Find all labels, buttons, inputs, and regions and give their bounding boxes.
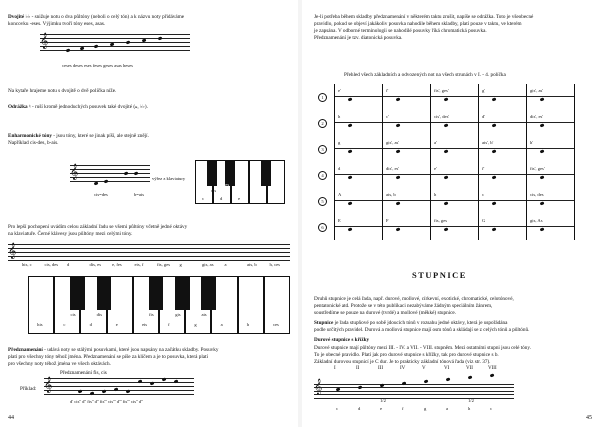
scale-note <box>424 379 428 383</box>
scale-note <box>358 385 362 389</box>
double-flat-paragraph-1: Dvojité ♭♭ - snižuje notu o dva půltóny (neboli o celý tón) a k názvu noty přidáváme <box>8 14 185 20</box>
fret-note <box>396 123 400 127</box>
fret-divider <box>526 84 527 240</box>
string-line <box>334 174 574 175</box>
staff-line <box>314 398 514 399</box>
right-paragraph-3: je zapsána. V odborné terminologii se nahodilé posuvky říká chromatická posuvka. <box>314 28 487 34</box>
scale-note-label: g <box>424 406 427 411</box>
fret-note-label: dis', es' <box>386 166 400 171</box>
white-key <box>238 276 264 334</box>
enharmonic-paragraph-2: Například cis-des, b-ais. <box>8 140 59 146</box>
scale-note-label: h <box>468 406 471 411</box>
white-key-label: his <box>37 322 43 327</box>
fret-note <box>540 175 544 179</box>
string-line <box>334 200 574 201</box>
fret-note <box>492 201 496 205</box>
black-key-label: dis <box>96 312 103 317</box>
white-key-label: eis <box>141 322 148 327</box>
c-major-scale <box>314 366 514 416</box>
staff-line <box>314 394 514 395</box>
fret-note-label: E <box>338 218 341 223</box>
fret-note-label: A <box>338 192 342 197</box>
section-title-stupnice: STUPNICE <box>412 270 467 280</box>
treble-clef-icon: 𝄞 <box>44 377 53 393</box>
scale-degree: III <box>378 366 383 371</box>
fret-note <box>540 97 544 101</box>
page-number-left: 44 <box>8 415 14 421</box>
scale-degree: VI <box>444 366 450 371</box>
fret-note <box>492 123 496 127</box>
major-paragraph-3: Základní durovou stupnicí je C dur. Je to prakticky základní tónová řada (viz str. 37). <box>314 359 491 365</box>
fret-note <box>444 227 448 231</box>
fret-note-label: e' <box>338 88 341 93</box>
scale-note <box>446 377 450 381</box>
fret-note-label: g' <box>482 88 486 93</box>
black-key <box>70 276 84 310</box>
chromatic-label: a <box>224 262 227 267</box>
fret-note-label: a' <box>434 140 437 145</box>
example-caption: Předznamenání fis, cis <box>60 370 107 376</box>
staff-enharmonic <box>70 165 150 181</box>
keyboard-octave <box>28 276 290 334</box>
white-key-label: g <box>194 322 197 327</box>
string-line <box>334 96 574 97</box>
black-key-label: ais <box>201 312 207 317</box>
fret-note-label: gis', as' <box>530 88 544 93</box>
double-flat-paragraph-2: koncovku -eses. Výjimku tvoří tóny eses, asas. <box>8 21 106 27</box>
fret-note <box>396 149 400 153</box>
scale-note <box>402 381 406 385</box>
fret-note <box>540 201 544 205</box>
scale-degree: IV <box>400 366 406 371</box>
fret-note <box>348 123 352 127</box>
fret-note <box>348 175 352 179</box>
example-notes: d' cis'' d'' fis'' d'' fis''' cis''' d''' fis''' cis'' d'' <box>70 399 143 404</box>
major-paragraph-1: Durové stupnice mají půltóny mezi III. - IV. a VII. - VIII. stupněm. Mezi ostatními stupni jsou celé tóny. <box>314 345 531 351</box>
right-paragraph-4: Předznamenání je tzv. diatonická posuvka. <box>314 35 403 41</box>
fret-note <box>492 149 496 153</box>
scale-note <box>468 375 472 379</box>
fret-note-label: g <box>338 140 341 145</box>
fret-note-label: gis', as' <box>386 140 400 145</box>
chromatic-label: fis, ges <box>157 262 171 267</box>
fret-note <box>492 97 496 101</box>
major-sharp-title: Durové stupnice s křížky <box>314 337 370 343</box>
string-line <box>334 122 574 123</box>
double-flat-labels: ceses deses eses feses geses asas heses <box>62 63 133 68</box>
scales-paragraph-1: Druhů stupnice je celá řada, např. durové, mollové, církevní, exotické, chromatické, celotónové, <box>314 296 514 302</box>
treble-clef-icon: 𝄞 <box>8 243 17 259</box>
key-signature-paragraph-3: pro všechny noty téhož jména ve všech oktávách. <box>8 361 111 367</box>
scale-definition-2: podle určitých pravidel. Durová a mollová stupnice mají osm tónů a skládají se z celých tónů a půltónů. <box>314 327 530 333</box>
fret-note-label: dis', es' <box>530 114 544 119</box>
fret-note <box>348 149 352 153</box>
string-number: 5 <box>318 197 327 206</box>
right-paragraph-1: Je-li potřeba během skladby předznamenání v některém taktu zrušit, napíše se odrážka. Toto je všeobecné <box>314 14 534 20</box>
key-signature-paragraph-1: Předznamenání - udává noty se stálými posuvkami, které jsou napsány na začátku skladby. Posuvky <box>8 347 219 353</box>
scale-note-label: f <box>402 406 404 411</box>
black-key-label: gis <box>175 312 181 317</box>
fretboard-title: Přehled všech základních a odvozených not na všech strunách v I. - 4. políčka <box>344 72 506 78</box>
white-key-label: f <box>168 322 170 327</box>
enh-label-2: b=ais <box>134 192 144 197</box>
fret-note-label: h <box>338 114 341 119</box>
treble-clef-icon: 𝄞 <box>40 33 49 49</box>
chromatic-label: e, fes <box>112 262 122 267</box>
fret-note <box>540 149 544 153</box>
staff-double-flats <box>40 34 190 50</box>
right-paragraph-2: pravidlo, pokud se objeví jakákoliv posuvka nahodile během skladby, platí pouze v taktu, ve kterém <box>314 21 522 27</box>
fret-note-label: f' <box>386 88 389 93</box>
staff-line <box>314 387 514 388</box>
natural-paragraph: Odrážka ♮ - ruší kromě jednoduchých posuvek také dvojité (𝄪, ♭♭). <box>8 104 148 110</box>
example-label: Příklad: <box>20 386 37 392</box>
staff-line <box>314 391 514 392</box>
fret-note-label: d <box>338 166 341 171</box>
page-45 <box>302 0 600 427</box>
fret-note-label: c' <box>386 114 389 119</box>
chromatic-label: g <box>179 262 182 267</box>
fret-note-label: fis', ges' <box>530 166 545 171</box>
white-key-label: a <box>220 322 223 327</box>
fret-note <box>396 175 400 179</box>
fret-note <box>492 175 496 179</box>
fret-note <box>396 201 400 205</box>
half-step-label: 1/2 <box>380 398 386 403</box>
chromatic-label: ais, b <box>247 262 257 267</box>
fret-divider <box>382 84 383 240</box>
chromatic-label: eis, f <box>134 262 144 267</box>
fret-note-label: h' <box>530 140 534 145</box>
black-key <box>97 276 111 310</box>
fret-note-label: cis', des' <box>434 114 450 119</box>
keyboard-excerpt: c d e cis des <box>195 160 285 204</box>
black-key <box>175 276 189 310</box>
scale-degree: II <box>356 366 360 371</box>
string-line <box>334 148 574 149</box>
fret-note-label: G <box>482 218 486 223</box>
fret-note <box>540 227 544 231</box>
page-44 <box>0 0 298 427</box>
scales-paragraph-3: soustředíme se pouze na durové (tvrdé) a mollové (měkké) stupnice. <box>314 310 457 316</box>
chromatic-label: cis, des <box>44 262 59 267</box>
fret-note <box>492 227 496 231</box>
fret-note <box>540 123 544 127</box>
chromatic-paragraph-2: na klaviatuře. Černé klávesy jsou půltóny mezi celými tóny. <box>8 231 133 237</box>
fret-note-label: cis, des <box>530 192 544 197</box>
fret-note <box>444 175 448 179</box>
enh-label-1: cis=des <box>94 192 108 197</box>
black-key <box>149 276 163 310</box>
string-number: 6 <box>318 223 327 232</box>
white-key-label: c <box>63 322 66 327</box>
white-key-label: e <box>115 322 118 327</box>
fret-divider <box>430 84 431 240</box>
treble-clef-icon: 𝄞 <box>314 379 323 395</box>
chromatic-label: dis, es <box>89 262 101 267</box>
black-key-label: cis <box>70 312 76 317</box>
fret-note-label: d' <box>482 114 486 119</box>
chromatic-paragraph-1: Pro lepší pochopení uvádím celou základní řadu se všemi půltóny včetně jedné oktávy <box>8 224 188 230</box>
keyboard-caption: výřez z klaviatury <box>152 176 186 181</box>
string-line <box>334 226 574 227</box>
treble-clef-icon: 𝄞 <box>70 164 79 180</box>
scale-note-label: e <box>380 406 383 411</box>
fret-note-label: fis', ges' <box>434 88 449 93</box>
string-number: 3 <box>318 145 327 154</box>
string-number: 1 <box>318 93 327 102</box>
fret-divider <box>334 84 335 240</box>
major-paragraph-2: To je obecné pravidlo. Platí jak pro durové stupnice s křížky, tak pro durové stupnice s b. <box>314 352 499 358</box>
fret-note-label: h <box>434 192 437 197</box>
fret-note-label: f' <box>482 166 485 171</box>
scale-definition-1: Stupnice je řada stupňové po sobě jdoucích tónů v rozsahu jedné oktávy, která je uspořádána <box>314 320 508 326</box>
page-number-right: 45 <box>586 415 592 421</box>
scale-note-label: c <box>336 406 339 411</box>
white-key-label: h <box>246 322 250 327</box>
black-key-label: fis <box>149 312 154 317</box>
fret-note <box>444 97 448 101</box>
chromatic-label: d <box>67 262 70 267</box>
scale-note-label: c <box>490 406 493 411</box>
fretboard-chart <box>321 84 594 246</box>
staff-example <box>44 378 194 394</box>
scale-degree: V <box>422 366 426 371</box>
fret-note-label: ais', b' <box>482 140 494 145</box>
white-key-label: d <box>89 322 92 327</box>
chromatic-label: gis, as <box>202 262 214 267</box>
fret-note <box>444 123 448 127</box>
fret-note-label: fis, ges <box>434 218 448 223</box>
key-signature-paragraph-2: platí pro všechny tóny téhož jména. Předznamenání se píše za klíčem a je to posuvka, která platí <box>8 354 208 360</box>
fret-note-label: ais, b <box>386 192 396 197</box>
string-number: 4 <box>318 171 327 180</box>
scale-degree: VIII <box>488 366 497 371</box>
fret-note <box>444 201 448 205</box>
chromatic-label: h, ces <box>269 262 280 267</box>
fret-note-label: gis, As <box>530 218 543 223</box>
fret-note-label: c <box>482 192 485 197</box>
scale-note-label: a <box>446 406 449 411</box>
white-key-label: ces <box>272 322 279 327</box>
guitar-note-paragraph: Na kytaře hrajeme notu s dvojitě o dvě políčka níže. <box>8 88 117 94</box>
scales-paragraph-2: pentatonické atd. Protože se v této publikaci nezabýváme žádným speciálním žánrem, <box>314 303 493 309</box>
scale-note <box>490 373 494 377</box>
fret-note-label: F <box>386 218 389 223</box>
staff-chromatic <box>8 244 290 260</box>
fret-divider <box>574 84 575 240</box>
string-number: 2 <box>318 119 327 128</box>
fret-note-label: e' <box>434 166 437 171</box>
enharmonic-paragraph-1: Enharmonické tóny - jsou tóny, které se jinak píší, ale stejně znějí. <box>8 133 149 139</box>
fret-note <box>396 227 400 231</box>
fret-divider <box>478 84 479 240</box>
fret-note <box>348 97 352 101</box>
scale-degree: I <box>334 366 336 371</box>
half-step-label: 1/2 <box>468 398 474 403</box>
scale-note-label: d <box>358 406 361 411</box>
black-key <box>201 276 215 310</box>
chromatic-label: his, c <box>22 262 32 267</box>
scale-degree: VII <box>466 366 473 371</box>
fret-note <box>396 97 400 101</box>
staff-line <box>314 384 514 385</box>
fret-note <box>348 227 352 231</box>
fret-note <box>348 201 352 205</box>
fret-note <box>444 149 448 153</box>
